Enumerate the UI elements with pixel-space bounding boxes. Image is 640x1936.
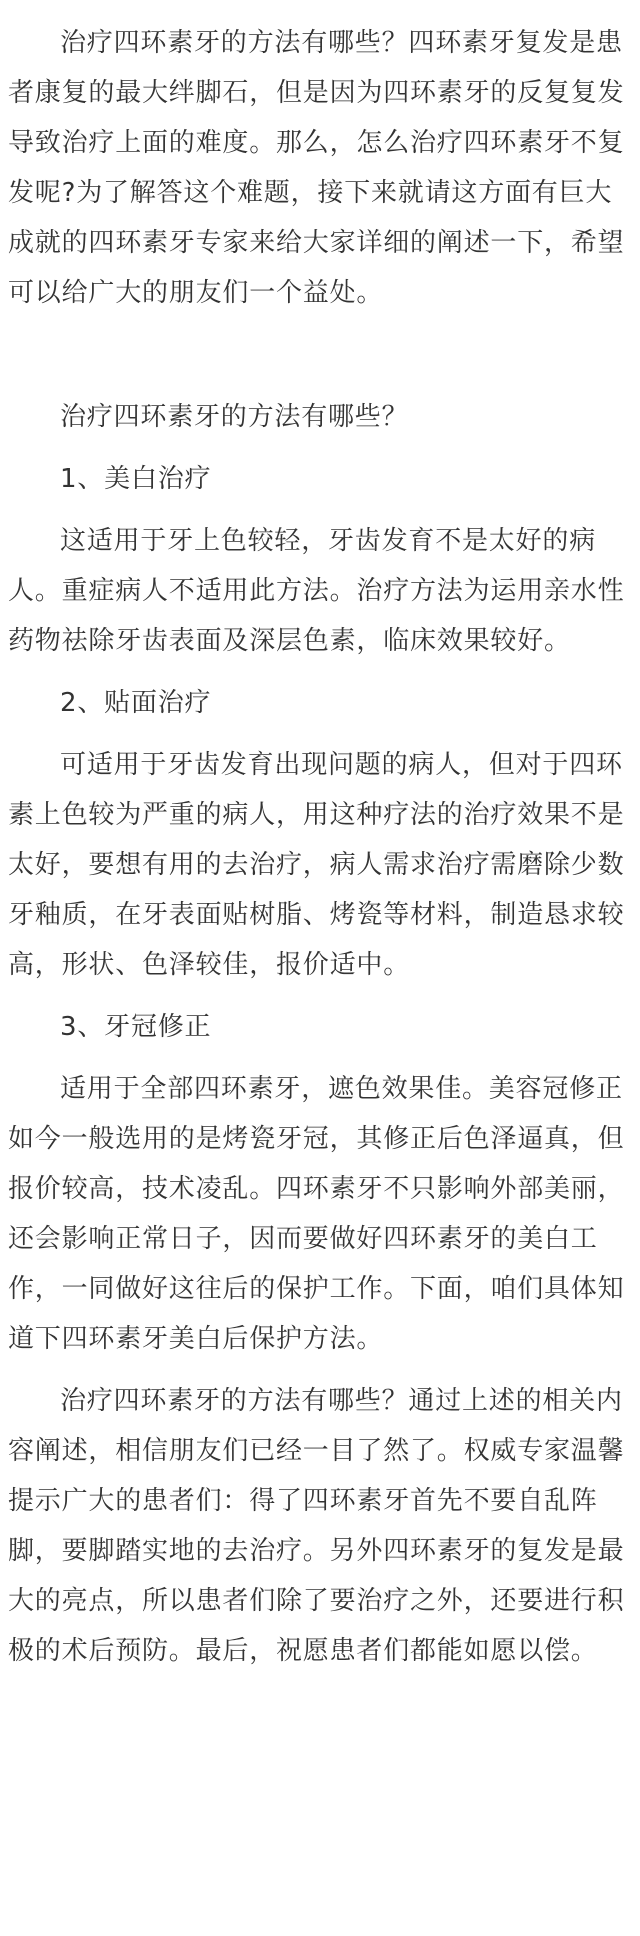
section-body-crown: 适用于全部四环素牙，遮色效果佳。美容冠修正如今一般选用的是烤瓷牙冠，其修正后色泽逼真，但报价较高，技术凌乱。四环素牙不只影响外部美丽，还会影响正常日子，因而要做好四环素牙的美白工作，一同做好这往后的保护工作。下面，咱们具体知道下四环素牙美白后保护方法。	[8, 1074, 625, 1354]
section-title-whitening: 1、美白治疗	[60, 464, 212, 494]
section-title-veneer: 2、贴面治疗	[60, 688, 212, 718]
conclusion-paragraph: 治疗四环素牙的方法有哪些？通过上述的相关内容阐述，相信朋友们已经一目了然了。权威专家温馨提示广大的患者们：得了四环素牙首先不要自乱阵脚，要脚踏实地的去治疗。另外四环素牙的复发是最大的亮点，所以患者们除了要治疗之外，还要进行积极的术后预防。最后，祝愿患者们都能如愿以偿。	[8, 1386, 625, 1666]
question-heading: 治疗四环素牙的方法有哪些？	[60, 402, 409, 432]
section-title-crown: 3、牙冠修正	[60, 1012, 212, 1042]
intro-paragraph: 治疗四环素牙的方法有哪些？四环素牙复发是患者康复的最大绊脚石，但是因为四环素牙的反复复发导致治疗上面的难度。那么，怎么治疗四环素牙不复发呢?为了解答这个难题，接下来就请这方面有巨大成就的四环素牙专家来给大家详细的阐述一下，希望可以给广大的朋友们一个益处。	[8, 28, 625, 308]
section-body-veneer: 可适用于牙齿发育出现问题的病人，但对于四环素上色较为严重的病人，用这种疗法的治疗效果不是太好，要想有用的去治疗，病人需求治疗需磨除少数牙釉质，在牙表面贴树脂、烤瓷等材料，制造恳求较高，形状、色泽较佳，报价适中。	[8, 750, 625, 980]
section-body-whitening: 这适用于牙上色较轻，牙齿发育不是太好的病人。重症病人不适用此方法。治疗方法为运用亲水性药物祛除牙齿表面及深层色素，临床效果较好。	[8, 526, 625, 656]
